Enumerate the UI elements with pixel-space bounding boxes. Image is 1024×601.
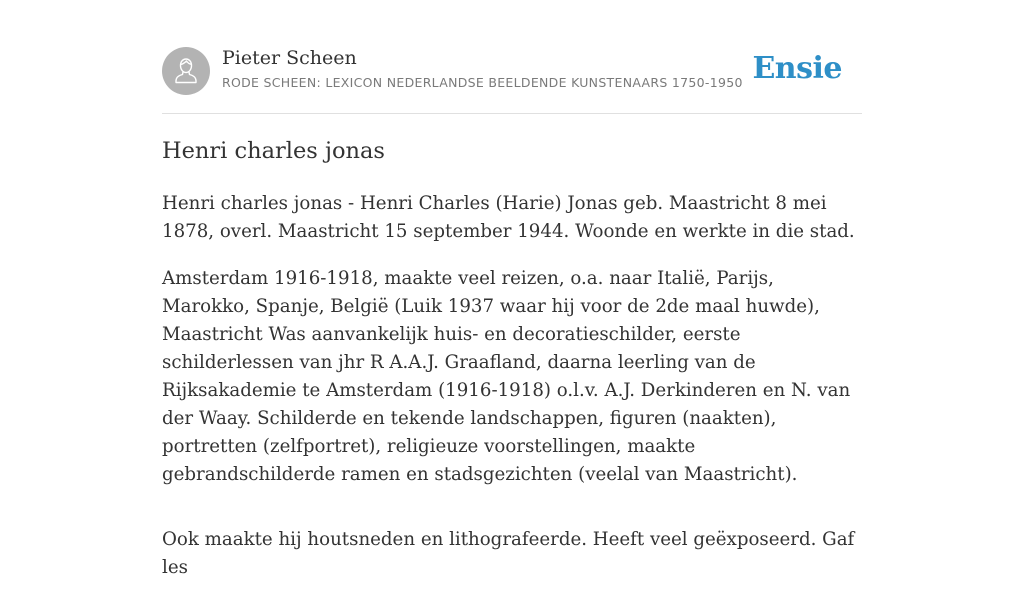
article-header <box>162 0 862 114</box>
article-container <box>162 0 862 578</box>
article-paragraph: Ook maakte hij houtsneden en lithografeerde. Heeft veel geëxposeerd. Gaf les <box>162 529 855 578</box>
author-block <box>222 45 743 90</box>
author-name[interactable]: Pieter Scheen <box>222 47 357 69</box>
article-body <box>162 190 862 601</box>
ensie-logo[interactable]: Ensie <box>752 51 842 86</box>
user-silhouette-icon <box>162 47 210 95</box>
page-title: Henri charles jonas <box>162 138 385 164</box>
article-paragraph: Amsterdam 1916-1918, maakte veel reizen, o.a. naar Italië, Parijs, Marokko, Spanje, België (Luik 1937 waar hij voor de 2de maal huwde), Maastricht Was aanvankelijk huis- en decoratieschilder, eerste schilderlessen van jhr R A.A.J. Graafland, daarna leerling van de Rijksakademie te Amsterdam (1916-1918) o.l.v. A.J. Derkinderen en N. van der Waay. Schilderde en tekende landschappen, figuren (naakten), portretten (zelfportret), religieuze voorstellingen, maakte gebrandschilderde ramen en stadsgezichten (veelal van Maastricht). <box>162 268 851 485</box>
article-paragraph: Henri charles jonas - Henri Charles (Harie) Jonas geb. Maastricht 8 mei 1878, overl. Maastricht 15 september 1944. Woonde en werkte in die stad. <box>162 193 855 242</box>
author-avatar[interactable] <box>162 47 210 95</box>
source-name[interactable]: RODE SCHEEN: LEXICON NEDERLANDSE BEELDENDE KUNSTENAARS 1750-1950 <box>222 75 743 90</box>
